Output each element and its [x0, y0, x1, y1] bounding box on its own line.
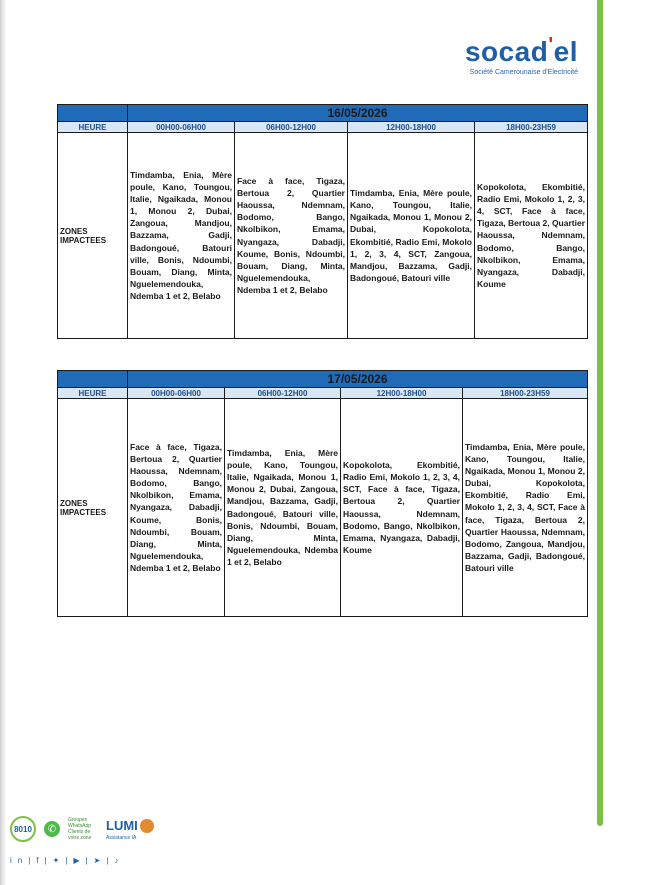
social-icons: in|f|✦|▶|➤|♪: [10, 856, 125, 865]
zone-list-cell: Timdamba, Enia, Mère poule, Kano, Toungou, Italie, Ngaikada, Monou 1, Monou 2, Dubai, Kopokolota, Ekombitié, Radio Emi, Mokolo 1, 2, 3, 4, SCT, Zangoua, Mandjou, Bazzama, Gadji, Badongoué, Batouri ville: [348, 133, 475, 339]
slot-header: 12H00-18H00: [341, 388, 463, 399]
socadel-logo: [465, 30, 578, 76]
zones-label-line2: IMPACTEES: [60, 507, 107, 517]
zones-label-line1: ZONES: [60, 498, 88, 508]
date-row: [58, 371, 588, 388]
zones-row: [58, 133, 588, 339]
linkedin-icon[interactable]: in: [10, 856, 29, 865]
lumi-wordmark: LUMI: [106, 818, 138, 833]
logo-wordmark: [465, 30, 578, 67]
slot-header: 18H00-23H59: [475, 122, 588, 133]
lumi-mascot-icon: [140, 819, 154, 833]
twitter-icon[interactable]: ✦: [52, 856, 66, 865]
footer: [10, 816, 154, 865]
schedule-table-2: [57, 370, 588, 617]
footer-logos: [10, 816, 154, 842]
zones-row: [58, 399, 588, 617]
lumi-logo: [106, 817, 154, 841]
slot-header: 12H00-18H00: [348, 122, 475, 133]
zone-list-cell: Face à face, Tigaza, Bertoua 2, Quartier Haoussa, Ndemnam, Bodomo, Bango, Nkolbikon, Emama, Nyangaza, Dabadji, Koume, Bonis, Ndoumbi, Bouam, Diang, Minta, Nguelemendouka, Ndemba 1 et 2, Belabo: [235, 133, 348, 339]
logo-tick: ': [548, 34, 554, 56]
slot-header: 00H00-06H00: [128, 122, 235, 133]
zone-list-cell: Timdamba, Enia, Mère poule, Kano, Toungou, Italie, Ngaikada, Monou 1, Monou 2, Dubai, Kopokolota, Ekombitié, Radio Emi, Mokolo 1, 2, 3, 4, SCT, Face à face, Tigaza, Bertoua 2, Quartier Haoussa, Ndemnam, Bodomo, Zangoua, Mandjou, Bazzama, Gadji, Badongoué, Batouri ville: [463, 399, 588, 617]
zone-list-cell: Face à face, Tigaza, Bertoua 2, Quartier Haoussa, Ndemnam, Bodomo, Bango, Nkolbikon, Emama, Nyangaza, Dabadji, Koume, Bonis, Ndoumbi, Bouam, Diang, Minta, Nguelemendouka, Ndemba 1 et 2, Belabo: [128, 399, 225, 617]
slot-header: 00H00-06H00: [128, 388, 225, 399]
logo-main: socad: [464, 36, 549, 67]
page-edge-shadow: [0, 0, 6, 885]
slot-header: 18H00-23H59: [463, 388, 588, 399]
heure-label: HEURE: [58, 122, 128, 133]
schedule-date: 16/05/2026: [128, 105, 588, 122]
zone-list-cell: Kopokolota, Ekombitié, Radio Emi, Mokolo 1, 2, 3, 4, SCT, Face à face, Tigaza, Bertoua 2, Quartier Haoussa, Ndemnam, Bodomo, Bango, Nkolbikon, Emama, Nyangaza, Dabadji, Koume: [341, 399, 463, 617]
slot-header: 06H00-12H00: [225, 388, 341, 399]
telegram-icon[interactable]: ➤: [93, 856, 107, 865]
whatsapp-icon: ✆: [44, 821, 60, 837]
green-accent-bar: [597, 0, 603, 826]
slot-header: 06H00-12H00: [235, 122, 348, 133]
zone-list-cell: Kopokolota, Ekombitié, Radio Emi, Mokolo 1, 2, 3, 4, SCT, Face à face, Tigaza, Bertoua 2, Quartier Haoussa, Ndemnam, Bodomo, Bango, Nkolbikon, Emama, Nyangaza, Dabadji, Koume: [475, 133, 588, 339]
facebook-icon[interactable]: f: [36, 856, 45, 865]
badge-8010: 8010: [10, 816, 36, 842]
whatsapp-groups-text: Groupes WhatsApp Clients de votre zone: [68, 817, 92, 841]
date-row-blank: [58, 371, 128, 388]
header-row: [58, 122, 588, 133]
date-row: [58, 105, 588, 122]
logo-tagline: Société Camerounaise d'Electricité: [469, 69, 578, 76]
zone-list-cell: Timdamba, Enia, Mère poule, Kano, Toungou, Italie, Ngaikada, Monou 1, Monou 2, Dubai, Zangoua, Mandjou, Bazzama, Gadji, Badongoué, Batouri ville, Bonis, Ndoumbi, Bouam, Diang, Minta, Nguelemendouka, Ndemba 1 et 2, Belabo: [128, 133, 235, 339]
logo-end: el: [553, 36, 578, 67]
zones-impactees-label: [58, 133, 128, 339]
schedule-date: 17/05/2026: [128, 371, 588, 388]
zones-impactees-label: [58, 399, 128, 617]
header-row: [58, 388, 588, 399]
youtube-icon[interactable]: ▶: [73, 856, 86, 865]
zones-label-line2: IMPACTEES: [60, 235, 107, 245]
tiktok-icon[interactable]: ♪: [114, 856, 125, 865]
zones-label-line1: ZONES: [60, 226, 88, 236]
heure-label: HEURE: [58, 388, 128, 399]
date-row-blank: [58, 105, 128, 122]
zone-list-cell: Timdamba, Enia, Mère poule, Kano, Toungou, Italie, Ngaikada, Monou 1, Monou 2, Dubai, Zangoua, Mandjou, Bazzama, Gadji, Badongoué, Batouri ville, Bonis, Ndoumbi, Bouam, Diang, Minta, Nguelemendouka, Ndemba 1 et 2, Belabo: [225, 399, 341, 617]
schedule-table-1: [57, 104, 588, 339]
lumi-subtitle: Assistance IA: [106, 835, 137, 841]
